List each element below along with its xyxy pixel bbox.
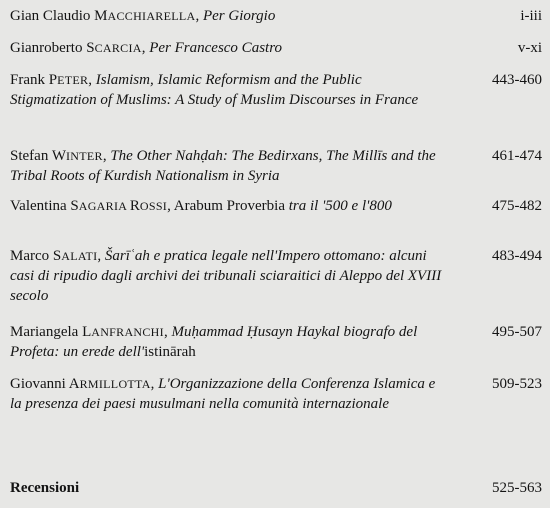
author-surname: ACCHIARELLA bbox=[107, 9, 196, 23]
author-surname-initial: S bbox=[52, 248, 62, 264]
toc-entry bbox=[10, 70, 542, 110]
toc-entry bbox=[10, 322, 542, 362]
page-range: v-xi bbox=[517, 40, 542, 56]
article-title: The Other Nahḍah: The Bedirxans, The Millīs and the Tribal Roots of Kurdish Nationalism in Syria bbox=[10, 148, 436, 184]
author-first-name: Gianroberto bbox=[10, 40, 83, 56]
toc-entry bbox=[10, 6, 542, 26]
article-title: Per Giorgio bbox=[202, 8, 276, 24]
toc-entry-text: Frank PETER, Islamism, Islamic Reformism and the Public Stigmatization of Muslims: A Study of Muslim Discourses in France bbox=[10, 72, 419, 108]
author-surname: AGARIA bbox=[78, 199, 130, 213]
author-first-name: Frank bbox=[10, 72, 45, 88]
author-surname-initial: S bbox=[70, 198, 79, 214]
article-title: Per Francesco Castro bbox=[149, 40, 282, 56]
toc-entry bbox=[10, 374, 542, 414]
author-first-name: Gian Claudio bbox=[10, 8, 91, 24]
author-surname-initial: P bbox=[48, 72, 58, 88]
toc-entry-reviews bbox=[10, 478, 542, 498]
toc-entry-text: Mariangela LANFRANCHI, Muḥammad Ḥusayn Haykal biografo del Profeta: un erede dell'istinārah bbox=[10, 324, 418, 360]
toc-entry bbox=[10, 146, 542, 186]
toc-entry bbox=[10, 196, 542, 216]
author-surname: CARCIA bbox=[94, 41, 142, 55]
author-surname-initial: S bbox=[86, 40, 95, 56]
toc-entry-text: Gian Claudio MACCHIARELLA, Per Giorgio bbox=[10, 8, 276, 24]
toc-entry bbox=[10, 246, 542, 306]
article-title: Islamism, Islamic Reformism and the Public Stigmatization of Muslims: A Study of Muslim Discourses in France bbox=[10, 72, 419, 108]
article-title: Arabum Proverbia bbox=[173, 198, 289, 214]
page-range: 525-563 bbox=[492, 480, 542, 496]
page-range: 483-494 bbox=[492, 248, 542, 264]
author-surname-initial: R bbox=[129, 198, 140, 214]
toc-entry-text: Gianroberto SCARCIA, Per Francesco Castro bbox=[10, 40, 282, 56]
author-surname: OSSI bbox=[139, 199, 168, 213]
toc-entry-text: Stefan WINTER, The Other Nahḍah: The Bedirxans, The Millīs and the Tribal Roots of Kurdish Nationalism in Syria bbox=[10, 148, 436, 184]
article-title: Muḥammad Ḥusayn Haykal biografo del Profeta: un erede dell' bbox=[10, 324, 418, 360]
author-first-name: Mariangela bbox=[10, 324, 79, 340]
author-surname-initial: W bbox=[51, 148, 66, 164]
toc-entry-text: Marco SALATI, Šarīʿah e pratica legale nell'Impero ottomano: alcuni casi di ripudio dagli archivi dei tribunali sciaraitici di Aleppo del XVIII secolo bbox=[10, 248, 442, 304]
toc-entry bbox=[10, 38, 542, 58]
article-title: L'Organizzazione della Conferenza Islamica e la presenza dei paesi musulmani nella comunità internazionale bbox=[10, 376, 436, 412]
article-title-roman: istinārah bbox=[144, 344, 196, 360]
author-first-name: Giovanni bbox=[10, 376, 66, 392]
article-title-italic: tra il '500 e l'800 bbox=[288, 198, 392, 214]
author-surname: RMILLOTTA bbox=[79, 377, 151, 391]
author-first-name: Stefan bbox=[10, 148, 49, 164]
page-range: i-iii bbox=[520, 8, 542, 24]
toc-entry-text: Giovanni ARMILLOTTA, L'Organizzazione della Conferenza Islamica e la presenza dei paesi musulmani nella comunità internazionale bbox=[10, 376, 436, 412]
author-first-name: Valentina bbox=[10, 198, 67, 214]
author-surname: ANFRANCHI bbox=[91, 325, 164, 339]
page-range: 509-523 bbox=[492, 376, 542, 392]
page-range: 495-507 bbox=[492, 324, 542, 340]
page-range: 443-460 bbox=[492, 72, 542, 88]
toc-entry-text: Valentina SAGARIA ROSSI, Arabum Proverbia tra il '500 e l'800 bbox=[10, 198, 392, 214]
article-title: Šarīʿah e pratica legale nell'Impero ottomano: alcuni casi di ripudio dagli archivi dei tribunali sciaraitici di Aleppo del XVIII secolo bbox=[10, 248, 442, 304]
author-surname: ALATI bbox=[61, 249, 98, 263]
author-first-name: Marco bbox=[10, 248, 50, 264]
author-surname: ETER bbox=[57, 73, 89, 87]
author-surname-initial: M bbox=[94, 8, 108, 24]
reviews-heading: Recensioni bbox=[10, 480, 80, 496]
author-surname-initial: L bbox=[82, 324, 92, 340]
page-range: 461-474 bbox=[492, 148, 542, 164]
author-surname-initial: A bbox=[68, 376, 80, 392]
author-surname: INTER bbox=[65, 149, 103, 163]
page-range: 475-482 bbox=[492, 198, 542, 214]
